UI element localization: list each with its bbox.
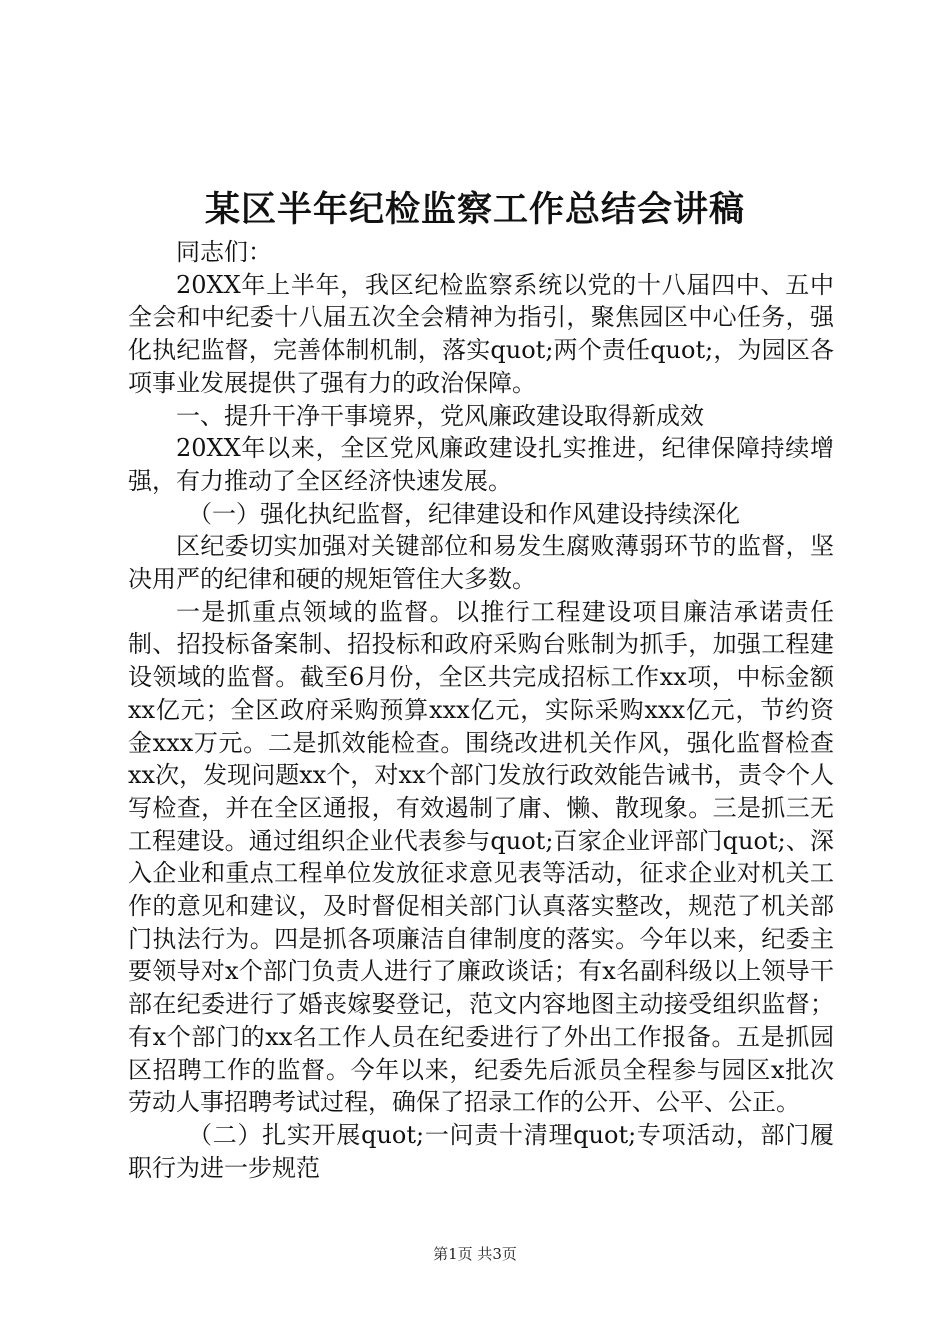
document-title: 某区半年纪检监察工作总结会讲稿 (204, 189, 745, 230)
paragraph-intro: 20XX年上半年，我区纪检监察系统以党的十八届四中、五中全会和中纪委十八届五次全会精神为指引，聚焦园区中心任务，强化执纪监督，完善体制机制，落实quot;两个责任quot;，为园区各项事业发展提供了强有力的政治保障。 (128, 270, 834, 397)
document-body (128, 236, 834, 1184)
subsection-heading-2: （二）扎实开展quot;一问责十清理quot;专项活动，部门履职行为进一步规范 (128, 1120, 834, 1182)
section-heading-1: 一、提升干净干事境界，党风廉政建设取得新成效 (176, 401, 704, 430)
salutation: 同志们： (176, 238, 272, 266)
paragraph-subsection-1-intro: 区纪委切实加强对关键部位和易发生腐败薄弱环节的监督，坚决用严的纪律和硬的规矩管住大多数。 (128, 532, 834, 594)
subsection-heading-1: （一）强化执纪监督，纪律建设和作风建设持续深化 (188, 499, 740, 528)
paragraph-subsection-1-details: 一是抓重点领域的监督。以推行工程建设项目廉洁承诺责任制、招投标备案制、招投标和政府采购台账制为抓手，加强工程建设领域的监督。截至6月份，全区共完成招标工作xx项，中标金额xx亿元；全区政府采购预算xxx亿元，实际采购xxx亿元，节约资金xxx万元。二是抓效能检查。围绕改进机关作风，强化监督检查xx次，发现问题xx个，对xx个部门发放行政效能告诫书，责令个人写检查，并在全区通报，有效遏制了庸、懒、散现象。三是抓三无工程建设。通过组织企业代表参与quot;百家企业评部门quot;、深入企业和重点工程单位发放征求意见表等活动，征求企业对机关工作的意见和建议，及时督促相关部门认真落实整改，规范了机关部门执法行为。四是抓各项廉洁自律制度的落实。今年以来，纪委主要领导对x个部门负责人进行了廉政谈话；有x名副科级以上领导干部在纪委进行了婚丧嫁娶登记，范文内容地图主动接受组织监督；有x个部门的xx名工作人员在纪委进行了外出工作报备。五是抓园区招聘工作的监督。今年以来，纪委先后派员全程参与园区x批次劳动人事招聘考试过程，确保了招录工作的公开、公平、公正。 (128, 597, 834, 1117)
page-footer: 第1页 共3页 (433, 1245, 517, 1263)
paragraph-section-1-intro: 20XX年以来，全区党风廉政建设扎实推进，纪律保障持续增强，有力推动了全区经济快速发展。 (128, 434, 834, 495)
